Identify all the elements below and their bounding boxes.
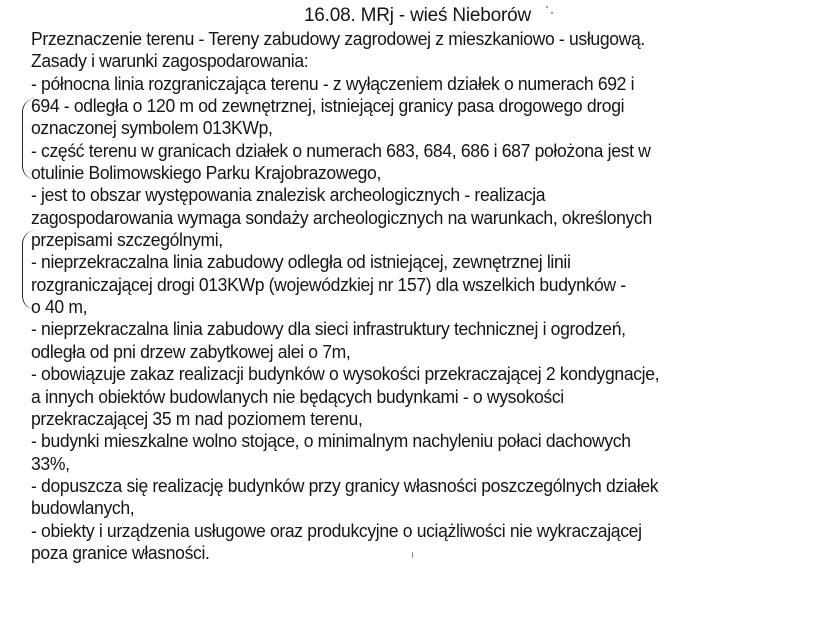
rule-line: 694 - odległa o 120 m od zewnętrznej, istniejącej granicy pasa drogowego drogi [31, 96, 625, 117]
rule-item-building-line-infrastructure [31, 318, 803, 363]
rule-line: - nieprzekraczalna linia zabudowy dla sieci infrastruktury technicznej i ogrodzeń, [31, 319, 626, 340]
rule-line: - obiekty i urządzenia usługowe oraz produkcyjne o uciążliwości nie wykraczającej [31, 520, 642, 541]
rule-item-roof-slope [31, 430, 803, 475]
rule-line: - budynki mieszkalne wolno stojące, o minimalnym nachyleniu połaci dachowych [31, 431, 631, 452]
document-title: 16.08. MRj - wieś Nieborów [303, 5, 532, 26]
document-body [31, 28, 803, 564]
rule-line: - jest to obszar występowania znalezisk archeologicznych - realizacja [31, 185, 546, 206]
rules-heading: Zasady i warunki zagospodarowania: [31, 51, 309, 72]
purpose-line: Przeznaczenie terenu - Tereny zabudowy zagrodowej z mieszkaniowo - usługową. [31, 29, 645, 49]
rule-line: oznaczonej symbolem 013KWp, [31, 118, 273, 139]
rule-line: - dopuszcza się realizację budynków przy granicy własności poszczególnych działek [31, 475, 659, 496]
rule-item-boundary-construction [31, 475, 803, 520]
rule-line: odległa od pni drzew zabytkowej alei o 7m, [31, 341, 351, 362]
rule-line: budowlanych, [31, 498, 135, 519]
rule-line: o 40 m, [31, 297, 88, 318]
rule-line: przepisami szczególnymi, [31, 230, 223, 251]
rule-line: - nieprzekraczalna linia zabudowy odległa od istniejącej, zewnętrznej linii [31, 252, 571, 273]
rule-line: - część terenu w granicach działek o numerach 683, 684, 686 i 687 położona jest w [31, 140, 651, 161]
rule-item-archaeology [31, 184, 803, 251]
rule-item-north-boundary [31, 73, 803, 140]
rule-item-nuisance-limit [31, 520, 803, 565]
rule-item-building-line-road [31, 251, 803, 318]
rule-line: - północna linia rozgraniczająca terenu - z wyłączeniem działek o numerach 692 i [31, 73, 635, 94]
rule-line: poza granice własności. [31, 542, 210, 563]
rule-line: zagospodarowania wymaga sondaży archeologicznych na warunkach, określonych [31, 207, 652, 228]
scan-speck [551, 12, 553, 14]
rule-item-height-limit [31, 363, 803, 430]
rule-line: a innych obiektów budowlanych nie będących budynkami - o wysokości [31, 386, 564, 407]
rule-line: otulinie Bolimowskiego Parku Krajobrazowego, [31, 163, 382, 184]
scan-speck [546, 6, 548, 8]
rule-line: rozgraniczającej drogi 013KWp (wojewódzkiej nr 157) dla wszelkich budynków - [31, 274, 626, 295]
rule-line: - obowiązuje zakaz realizacji budynków o wysokości przekraczającej 2 kondygnacje, [31, 364, 660, 385]
rule-line: 33%, [31, 453, 70, 474]
rule-line: przekraczającej 35 m nad poziomem terenu, [31, 408, 363, 429]
rule-item-landscape-park-buffer [31, 140, 803, 185]
